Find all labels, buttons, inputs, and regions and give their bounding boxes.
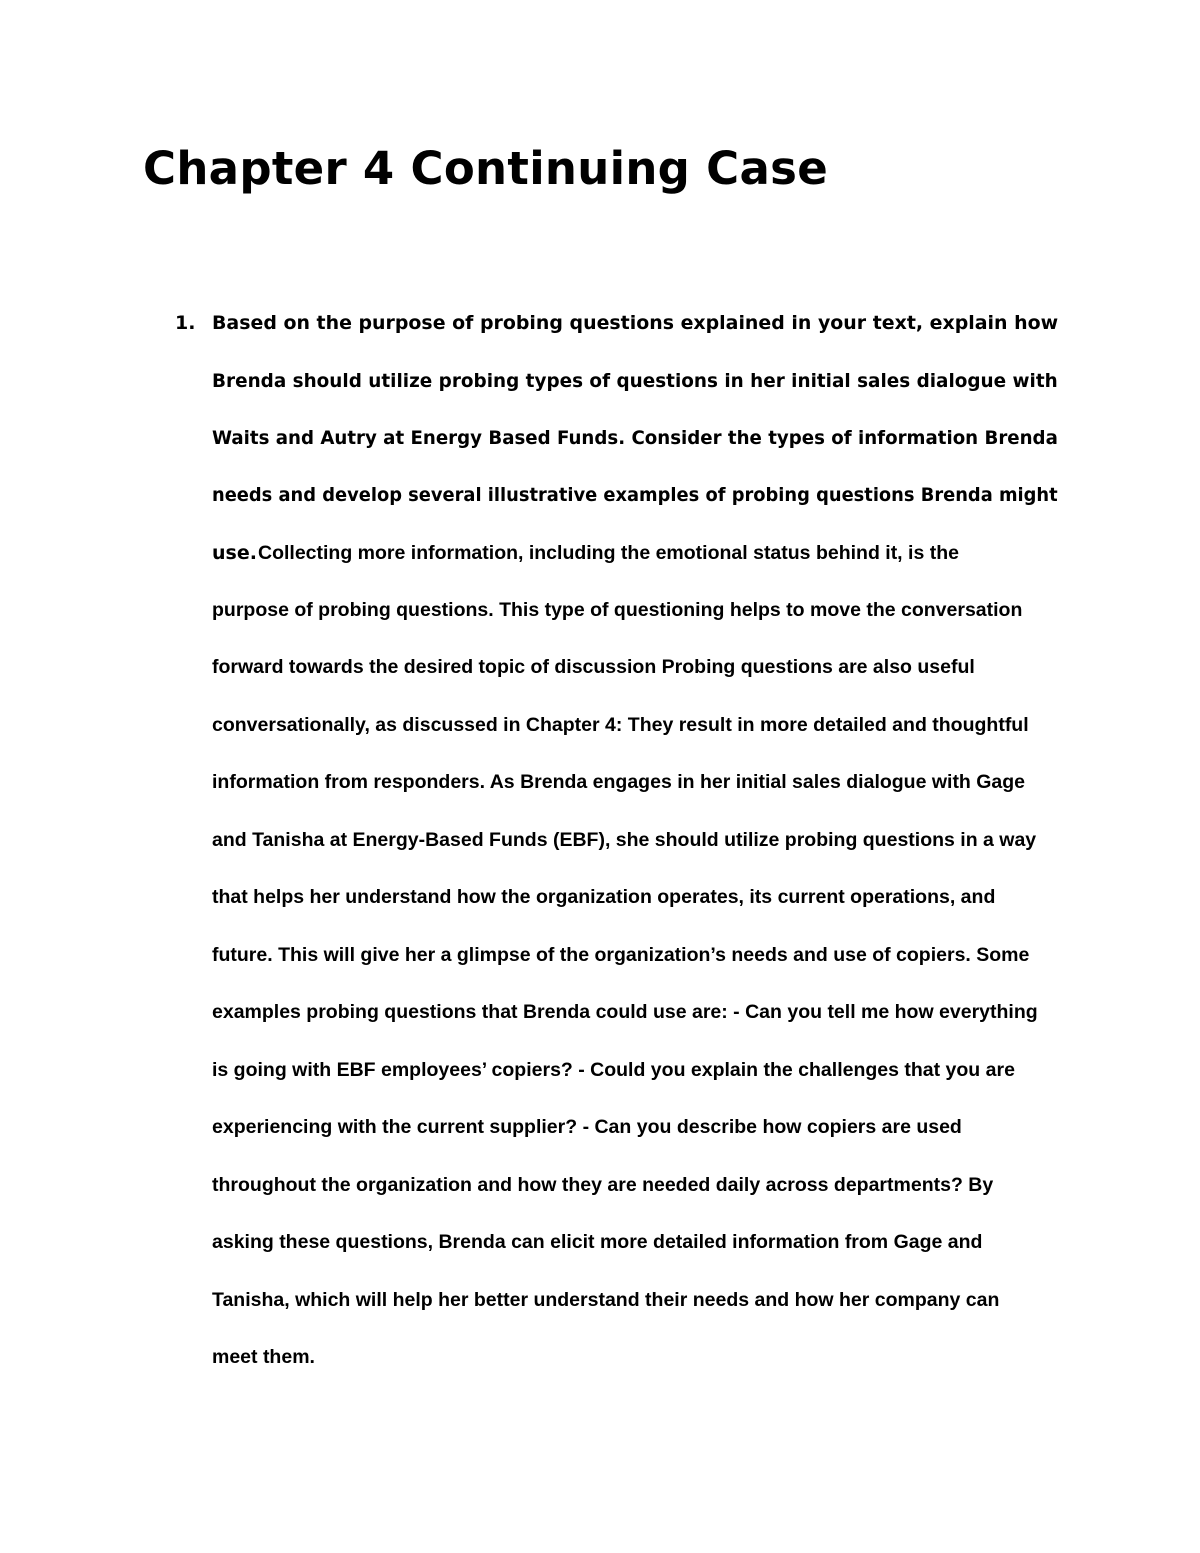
answer-text-line: future. This will give her a glimpse of the organization’s needs and use of copiers. Some [212, 944, 1030, 966]
question-text-line: Brenda should utilize probing types of questions in her initial sales dialogue with [212, 370, 1058, 392]
answer-text-line: forward towards the desired topic of discussion Probing questions are also useful [212, 656, 975, 678]
question-text-line: use. [212, 542, 257, 564]
answer-text-line: Collecting more information, including the emotional status behind it, is the [258, 542, 959, 564]
question-text-line: Based on the purpose of probing questions explained in your text, explain how [212, 312, 1059, 334]
answer-text-line: examples probing questions that Brenda could use are: - Can you tell me how everything [212, 1001, 1038, 1023]
answer-text-line: conversationally, as discussed in Chapter 4: They result in more detailed and thoughtful [212, 714, 1029, 736]
answer-text-line: Tanisha, which will help her better understand their needs and how her company can [212, 1289, 1000, 1311]
answer-text-line: throughout the organization and how they are needed daily across departments? By [212, 1174, 994, 1196]
question-text-line: needs and develop several illustrative examples of probing questions Brenda might [212, 484, 1058, 506]
question-number: 1. [175, 312, 196, 334]
answer-text-line: meet them. [212, 1346, 315, 1368]
answer-text-line: and Tanisha at Energy-Based Funds (EBF), she should utilize probing questions in a way [212, 829, 1037, 851]
answer-text-line: purpose of probing questions. This type of questioning helps to move the conversation [212, 599, 1023, 621]
answer-text-line: is going with EBF employees’ copiers? - Could you explain the challenges that you are [212, 1059, 1015, 1081]
document-title: Chapter 4 Continuing Case [143, 142, 829, 195]
answer-text-line: experiencing with the current supplier? - Can you describe how copiers are used [212, 1116, 962, 1138]
question-text-line: Waits and Autry at Energy Based Funds. Consider the types of information Brenda [212, 427, 1058, 449]
answer-text-line: that helps her understand how the organization operates, its current operations, and [212, 886, 996, 908]
answer-text-line: asking these questions, Brenda can elicit more detailed information from Gage and [212, 1231, 983, 1253]
answer-text-line: information from responders. As Brenda engages in her initial sales dialogue with Gage [212, 771, 1026, 793]
